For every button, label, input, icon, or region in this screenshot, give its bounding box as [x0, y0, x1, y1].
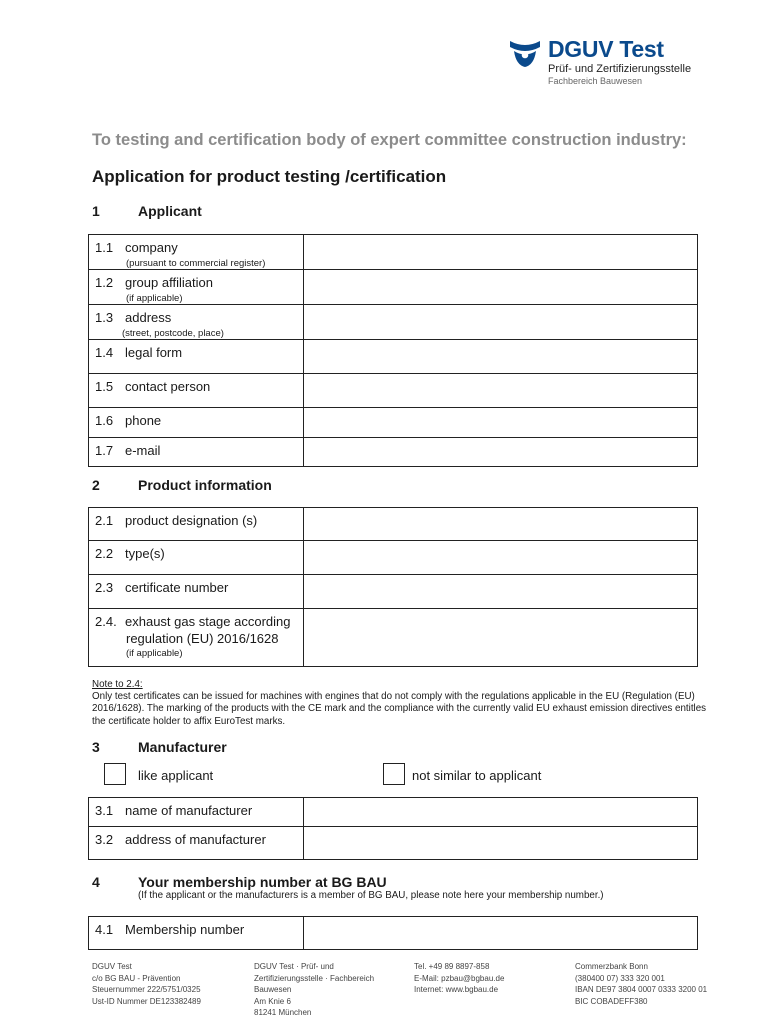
- applicant-table: [88, 234, 698, 467]
- field-label-cell: [89, 798, 304, 827]
- field-label: certificate number: [125, 580, 229, 595]
- table-row: [89, 575, 698, 609]
- email-field[interactable]: [304, 438, 698, 467]
- table-row: [89, 917, 698, 950]
- field-label-cell: [89, 917, 304, 950]
- footer-address: DGUV Test · Prüf- und Zertifizierungsstelle · Fachbereich Bauwesen Am Knie 6 81241 München: [254, 962, 375, 1017]
- field-number: 4.1: [95, 922, 114, 937]
- field-label-cell: [89, 609, 304, 667]
- note-block: [92, 679, 712, 728]
- membership-number-field[interactable]: [304, 917, 698, 950]
- field-number: 1.1: [95, 240, 114, 255]
- section-label: Applicant: [138, 203, 202, 219]
- field-label: exhaust gas stage according: [125, 614, 291, 629]
- field-label: name of manufacturer: [125, 803, 253, 818]
- section-label: Manufacturer: [138, 739, 227, 755]
- address-field[interactable]: [304, 305, 698, 340]
- field-label: phone: [125, 413, 162, 428]
- field-label: address: [125, 310, 172, 325]
- field-label: legal form: [125, 345, 183, 360]
- table-row: [89, 438, 698, 467]
- field-number: 1.6: [95, 413, 114, 428]
- footer-organization: DGUV Test c/o BG BAU - Prävention Steuernummer 222/5751/0325 Ust-ID Nummer DE123382489: [92, 962, 201, 1006]
- product-table: [88, 507, 698, 667]
- like-applicant-checkbox[interactable]: [104, 763, 126, 785]
- field-label-cell: [89, 408, 304, 438]
- field-number: 2.2: [95, 546, 114, 561]
- field-number: 1.2: [95, 275, 114, 290]
- section-number: 3: [92, 739, 100, 755]
- manufacturer-address-field[interactable]: [304, 827, 698, 860]
- dguv-test-logo: [508, 36, 708, 88]
- field-label-cell: [89, 575, 304, 609]
- membership-hint: (If the applicant or the manufacturers is a member of BG BAU, please note here your membership number.): [138, 890, 604, 901]
- types-field[interactable]: [304, 541, 698, 575]
- field-number: 1.5: [95, 379, 114, 394]
- field-number: 1.7: [95, 443, 114, 458]
- field-label-cell: [89, 340, 304, 374]
- field-label: type(s): [125, 546, 165, 561]
- field-hint: (street, postcode, place): [122, 328, 224, 339]
- page-title: Application for product testing /certification: [92, 167, 447, 186]
- addressee-line: To testing and certification body of expert committee construction industry:: [92, 131, 687, 149]
- field-label: contact person: [125, 379, 211, 394]
- field-label: product designation (s): [125, 513, 258, 528]
- section-number: 4: [92, 874, 100, 890]
- field-label-cell: [89, 374, 304, 408]
- field-number: 2.1: [95, 513, 114, 528]
- group-affiliation-field[interactable]: [304, 270, 698, 305]
- manufacturer-name-field[interactable]: [304, 798, 698, 827]
- table-row: [89, 374, 698, 408]
- footer-contact: Tel. +49 89 8897-858 E-Mail: pzbau@bgbau.de Internet: www.bgbau.de: [414, 962, 505, 994]
- field-hint: (if applicable): [126, 293, 183, 304]
- field-label-cell: [89, 235, 304, 270]
- field-number: 1.3: [95, 310, 114, 325]
- field-number: 2.3: [95, 580, 114, 595]
- note-title: Note to 2.4:: [92, 679, 143, 690]
- field-label-cell: [89, 305, 304, 340]
- product-designation-field[interactable]: [304, 508, 698, 541]
- table-row: [89, 508, 698, 541]
- field-label-cell: [89, 508, 304, 541]
- field-number: 3.2: [95, 832, 114, 847]
- membership-table: [88, 916, 698, 950]
- field-label: group affiliation: [125, 275, 213, 290]
- logo-brand: DGUV Test: [548, 36, 664, 62]
- note-text: Only test certificates can be issued for machines with engines that do not comply with the regulations applicable in the EU (Regulation (EU) 2016/1628). The marking of the products with the CE mark and the compliance with the currently valid EU exhaust emission directives entitles the certificate holder to affix EuroTest marks.: [92, 691, 707, 727]
- field-label-cell: [89, 541, 304, 575]
- field-label: address of manufacturer: [125, 832, 266, 847]
- dguv-logo-icon: [508, 39, 542, 69]
- table-row: [89, 270, 698, 305]
- company-field[interactable]: [304, 235, 698, 270]
- footer-bank: Commerzbank Bonn (380400 07) 333 320 001 IBAN DE97 3804 0007 0333 3200 01 BIC COBADEFF380: [575, 962, 708, 1006]
- manufacturer-table: [88, 797, 698, 860]
- field-label-cell: [89, 438, 304, 467]
- table-row: [89, 235, 698, 270]
- field-number: 3.1: [95, 803, 114, 818]
- certificate-number-field[interactable]: [304, 575, 698, 609]
- field-number: 2.4.: [95, 614, 117, 629]
- not-similar-label: not similar to applicant: [412, 768, 542, 783]
- table-row: [89, 408, 698, 438]
- section-number: 1: [92, 203, 100, 219]
- like-applicant-label: like applicant: [138, 768, 214, 783]
- table-row: [89, 541, 698, 575]
- field-hint: (if applicable): [126, 648, 183, 659]
- field-label: company: [125, 240, 178, 255]
- table-row: [89, 798, 698, 827]
- phone-field[interactable]: [304, 408, 698, 438]
- logo-department: Fachbereich Bauwesen: [548, 76, 643, 86]
- field-label-cell: [89, 270, 304, 305]
- field-label: Membership number: [125, 922, 245, 937]
- field-label-cell: [89, 827, 304, 860]
- exhaust-gas-stage-field[interactable]: [304, 609, 698, 667]
- field-number: 1.4: [95, 345, 114, 360]
- contact-person-field[interactable]: [304, 374, 698, 408]
- section-number: 2: [92, 477, 100, 493]
- field-label: e-mail: [125, 443, 161, 458]
- table-row: [89, 340, 698, 374]
- legal-form-field[interactable]: [304, 340, 698, 374]
- section-label: Your membership number at BG BAU: [138, 874, 387, 890]
- table-row: [89, 827, 698, 860]
- table-row: [89, 305, 698, 340]
- section-label: Product information: [138, 477, 272, 493]
- logo-subtitle: Prüf- und Zertifizierungsstelle: [548, 63, 692, 75]
- field-label-continued: regulation (EU) 2016/1628: [126, 631, 279, 646]
- field-hint: (pursuant to commercial register): [126, 258, 266, 269]
- table-row: [89, 609, 698, 667]
- not-similar-checkbox[interactable]: [383, 763, 405, 785]
